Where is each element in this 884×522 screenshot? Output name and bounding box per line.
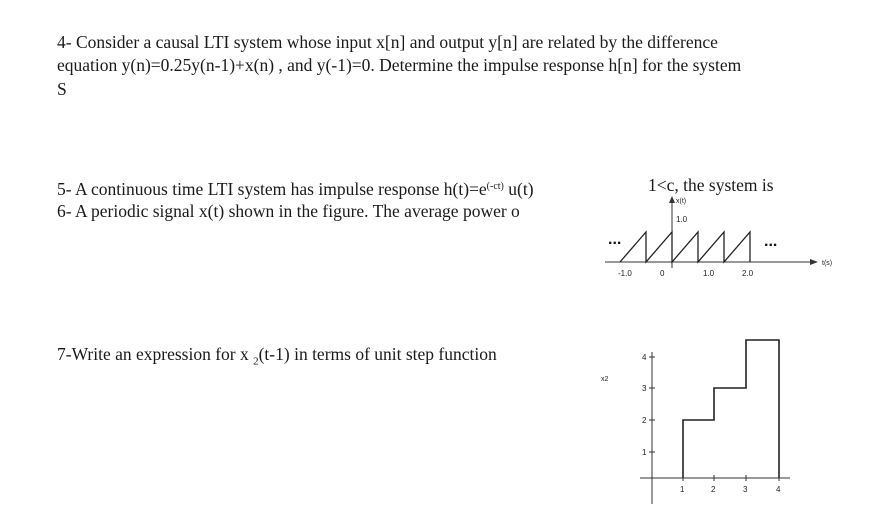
- sawtooth-tick-2: 2.0: [742, 269, 754, 278]
- question-4-line-3: S: [57, 79, 67, 99]
- staircase-y-label: x2: [601, 376, 609, 383]
- staircase-xlabel-2: 2: [711, 485, 716, 494]
- question-6: 6- A periodic signal x(t) shown in the figure. The average power o: [57, 201, 520, 221]
- question-4-line-2: equation y(n)=0.25y(n-1)+x(n) , and y(-1)=0. Determine the impulse response h[n] for the system: [57, 55, 742, 75]
- question-4-line-1: 4- Consider a causal LTI system whose input x[n] and output y[n] are related by the difference: [57, 32, 718, 52]
- sawtooth-amplitude-label: 1.0: [676, 215, 688, 224]
- staircase-xlabel-3: 3: [743, 485, 748, 494]
- question-5-exponent: (-ct): [486, 181, 504, 192]
- question-5-continuation: 1<c, the system is: [648, 175, 774, 195]
- staircase-ylabel-1: 1: [642, 448, 647, 457]
- sawtooth-y-label: x(t): [676, 198, 687, 205]
- sawtooth-t-label: t(s): [822, 260, 833, 267]
- staircase-ylabel-3: 3: [642, 384, 647, 393]
- staircase-waveform: [683, 340, 779, 478]
- staircase-xlabel-4: 4: [776, 485, 781, 494]
- sawtooth-ellipsis-left: ...: [608, 231, 622, 248]
- question-5-prefix: 5- A continuous time LTI system has impulse response h(t)=e: [57, 179, 487, 199]
- question-7-prefix: 7-Write an expression for x: [57, 344, 254, 364]
- staircase-ylabel-4: 4: [642, 353, 647, 362]
- sawtooth-tick-0: 0: [660, 269, 665, 278]
- question-5-suffix: u(t): [503, 179, 534, 199]
- sawtooth-ellipsis-right: ...: [764, 233, 778, 250]
- sawtooth-tick-1: 1.0: [703, 269, 715, 278]
- question-7-subscript: 2: [253, 355, 259, 368]
- sawtooth-tick-neg1: -1.0: [618, 269, 632, 278]
- question-7-suffix: (t-1) in terms of unit step function: [258, 344, 497, 364]
- staircase-xlabel-1: 1: [680, 485, 685, 494]
- staircase-ylabel-2: 2: [642, 416, 647, 425]
